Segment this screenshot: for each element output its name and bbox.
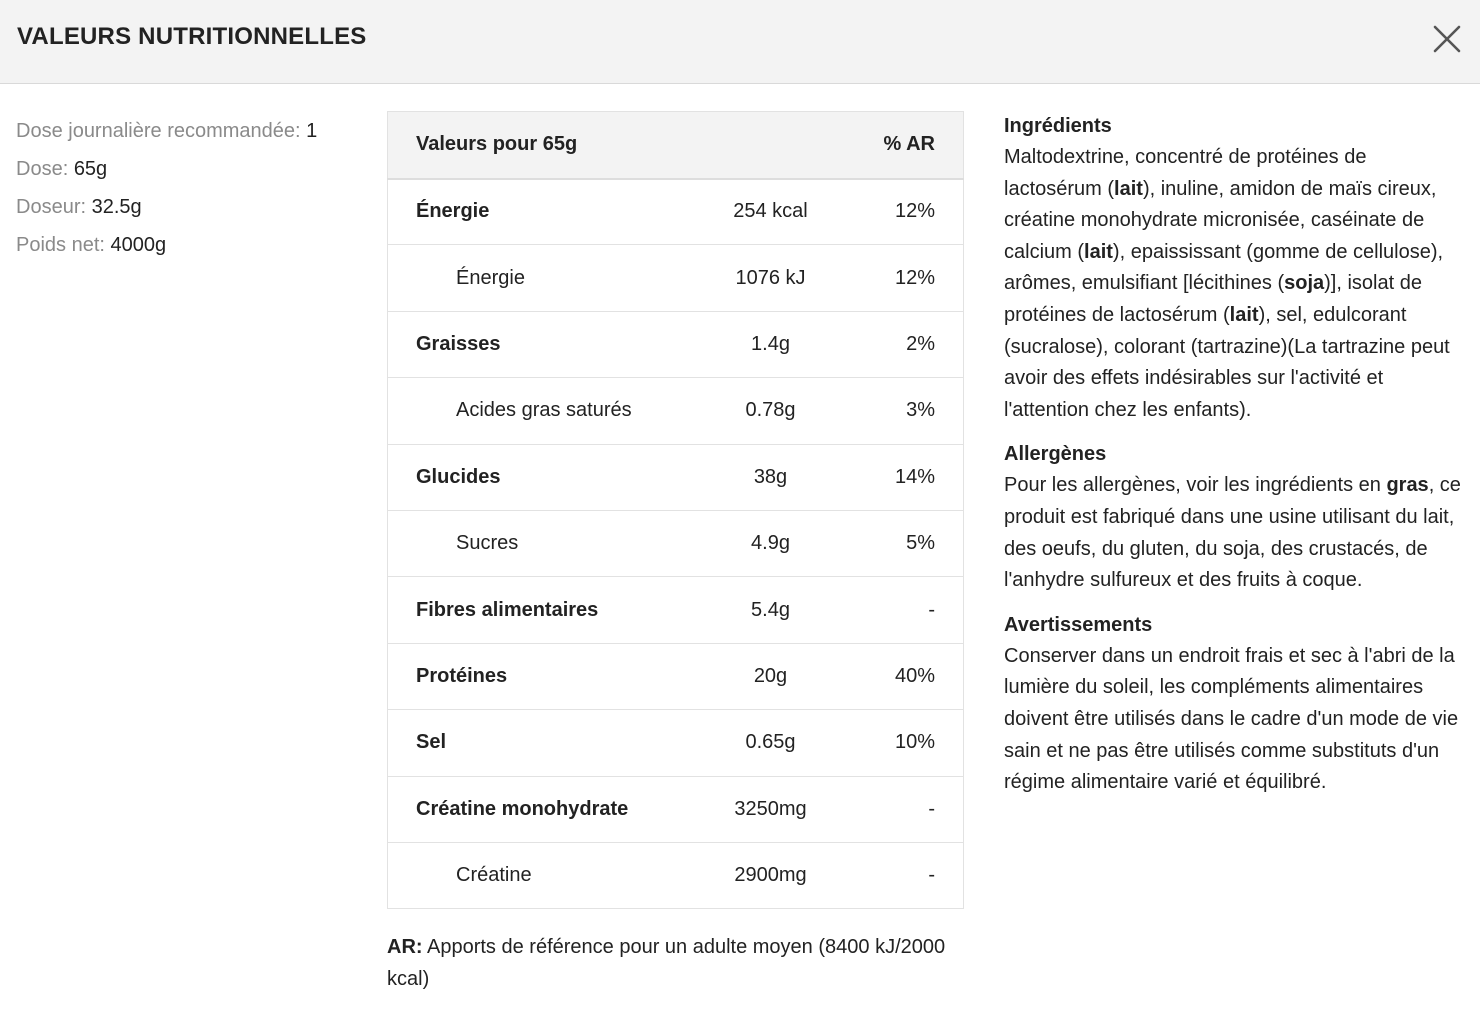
allergens-title: Allergènes xyxy=(1004,443,1107,466)
allergens-text xyxy=(1004,470,1468,596)
ingredients-title: Ingrédients xyxy=(1004,115,1112,137)
nutrient-name: Créatine monohydrate xyxy=(416,797,629,820)
nutrient-amount: 20g xyxy=(753,664,788,687)
info-value: 32.5g xyxy=(91,196,142,218)
nutrient-pct: - xyxy=(928,797,935,820)
text-segment: Maltodextrine, concentré de protéines de lactosérum ( xyxy=(1004,146,1367,200)
close-button[interactable] xyxy=(1426,18,1468,60)
table-row xyxy=(388,179,964,245)
nutrient-amount: 3250mg xyxy=(734,797,807,820)
modal-title: VALEURS NUTRITIONNELLES xyxy=(17,23,367,50)
product-details-column xyxy=(1004,110,1468,811)
nutrient-pct: - xyxy=(928,864,935,887)
info-row-net-weight xyxy=(16,226,366,264)
table-row xyxy=(388,710,964,776)
nutrient-name: Énergie xyxy=(416,200,490,223)
nutrient-name: Fibres alimentaires xyxy=(416,598,599,621)
nutrient-amount: 4.9g xyxy=(751,532,790,555)
nutrient-amount: 1076 kJ xyxy=(735,266,806,289)
ar-footnote-label: AR: xyxy=(387,936,423,959)
nutrient-name: Glucides xyxy=(416,465,501,488)
nutrient-pct: 40% xyxy=(894,664,935,687)
text-segment: )], isolat de protéines de lactosérum ( xyxy=(1004,272,1422,326)
text-segment: Pour les allergènes, voir les ingrédients en xyxy=(1004,474,1387,497)
text-segment: ), inuline, amidon de maïs cireux, créatine monohydrate micronisée, caséinate de calcium ( xyxy=(1004,177,1437,263)
nutrient-pct: 12% xyxy=(894,266,935,289)
info-label: Poids net: xyxy=(16,234,105,256)
info-label: Dose journalière recommandée: xyxy=(16,120,301,142)
close-icon xyxy=(1426,18,1468,60)
nutrient-name: Sucres xyxy=(456,532,519,555)
table-row xyxy=(388,577,964,643)
nutrient-name: Graisses xyxy=(416,332,501,355)
nutrient-amount: 254 kcal xyxy=(733,200,808,223)
ar-footnote xyxy=(387,931,964,995)
text-segment: ), sel, edulcorant (sucralose), colorant (tartrazine)(La tartrazine peut avoir des effets indésirables sur l'activité et l'attention chez les enfants). xyxy=(1004,303,1450,421)
bold-allergen-text: gras xyxy=(1386,474,1429,497)
nutrient-pct: 12% xyxy=(894,200,935,223)
info-row-dose xyxy=(16,150,366,188)
nutrient-name: Acides gras saturés xyxy=(456,399,632,422)
nutrient-name: Énergie xyxy=(456,266,525,289)
nutrient-pct: 5% xyxy=(906,532,935,555)
info-value: 1 xyxy=(306,120,318,142)
warnings-section xyxy=(1004,609,1468,799)
allergens-section xyxy=(1004,438,1468,596)
ingredients-section xyxy=(1004,110,1468,426)
warnings-title: Avertissements xyxy=(1004,613,1153,636)
nutrient-pct: - xyxy=(928,598,935,621)
bold-allergen-text: lait xyxy=(1229,303,1259,326)
table-row xyxy=(388,643,964,709)
table-row xyxy=(388,842,964,908)
nutrient-name: Sel xyxy=(416,731,447,754)
text-segment: , ce produit est fabriqué dans une usine utilisant du lait, des oeufs, du gluten, du soja, des crustacés, de l'anhydre sulfureux et des fruits à coque. xyxy=(1004,474,1461,592)
info-row-scoop xyxy=(16,188,366,226)
header-values-per: Valeurs pour 65g xyxy=(388,112,854,179)
bold-allergen-text: lait xyxy=(1084,240,1113,263)
nutrition-table-header xyxy=(388,112,964,179)
nutrient-amount: 0.65g xyxy=(745,731,796,754)
info-label: Dose: xyxy=(16,158,69,180)
bold-allergen-text: soja xyxy=(1284,272,1325,295)
nutrient-pct: 10% xyxy=(894,731,935,754)
nutrient-amount: 0.78g xyxy=(745,399,796,422)
table-row xyxy=(388,245,964,311)
table-row xyxy=(388,776,964,842)
nutrient-pct: 14% xyxy=(894,465,935,488)
text-segment: ), epaississant (gomme de cellulose), arômes, emulsifiant [lécithines ( xyxy=(1004,240,1444,295)
info-label: Doseur: xyxy=(16,196,87,218)
warnings-text xyxy=(1004,641,1468,799)
modal-header xyxy=(0,0,1480,84)
product-info xyxy=(16,112,366,264)
table-row xyxy=(388,311,964,377)
table-row xyxy=(388,510,964,576)
table-row xyxy=(388,444,964,510)
nutrient-amount: 1.4g xyxy=(751,332,790,355)
bold-allergen-text: lait xyxy=(1114,177,1143,200)
nutrition-table xyxy=(387,111,964,909)
header-pct-ar: % AR xyxy=(854,112,964,179)
nutrient-amount: 38g xyxy=(753,465,788,488)
text-segment: Conserver dans un endroit frais et sec à l'abri de la lumière du soleil, les compléments alimentaires doivent être utilisés dans le cadre d'un mode de vie sain et ne pas être utilisés comme substituts d'un régime alimentaire varié et équilibré. xyxy=(1004,644,1459,794)
nutrient-name: Créatine xyxy=(456,864,532,887)
info-value: 4000g xyxy=(110,234,167,256)
ar-footnote-text: Apports de référence pour un adulte moyen (8400 kJ/2000 kcal) xyxy=(387,936,946,991)
nutrient-name: Protéines xyxy=(416,664,508,687)
nutrient-pct: 2% xyxy=(906,332,935,355)
nutrition-column xyxy=(387,111,964,995)
nutrient-amount: 5.4g xyxy=(751,598,790,621)
info-row-daily-dose xyxy=(16,112,366,150)
table-row xyxy=(388,378,964,444)
nutrient-amount: 2900mg xyxy=(734,864,807,887)
info-value: 65g xyxy=(73,158,108,180)
ingredients-text xyxy=(1004,142,1468,426)
nutrient-pct: 3% xyxy=(906,399,935,422)
